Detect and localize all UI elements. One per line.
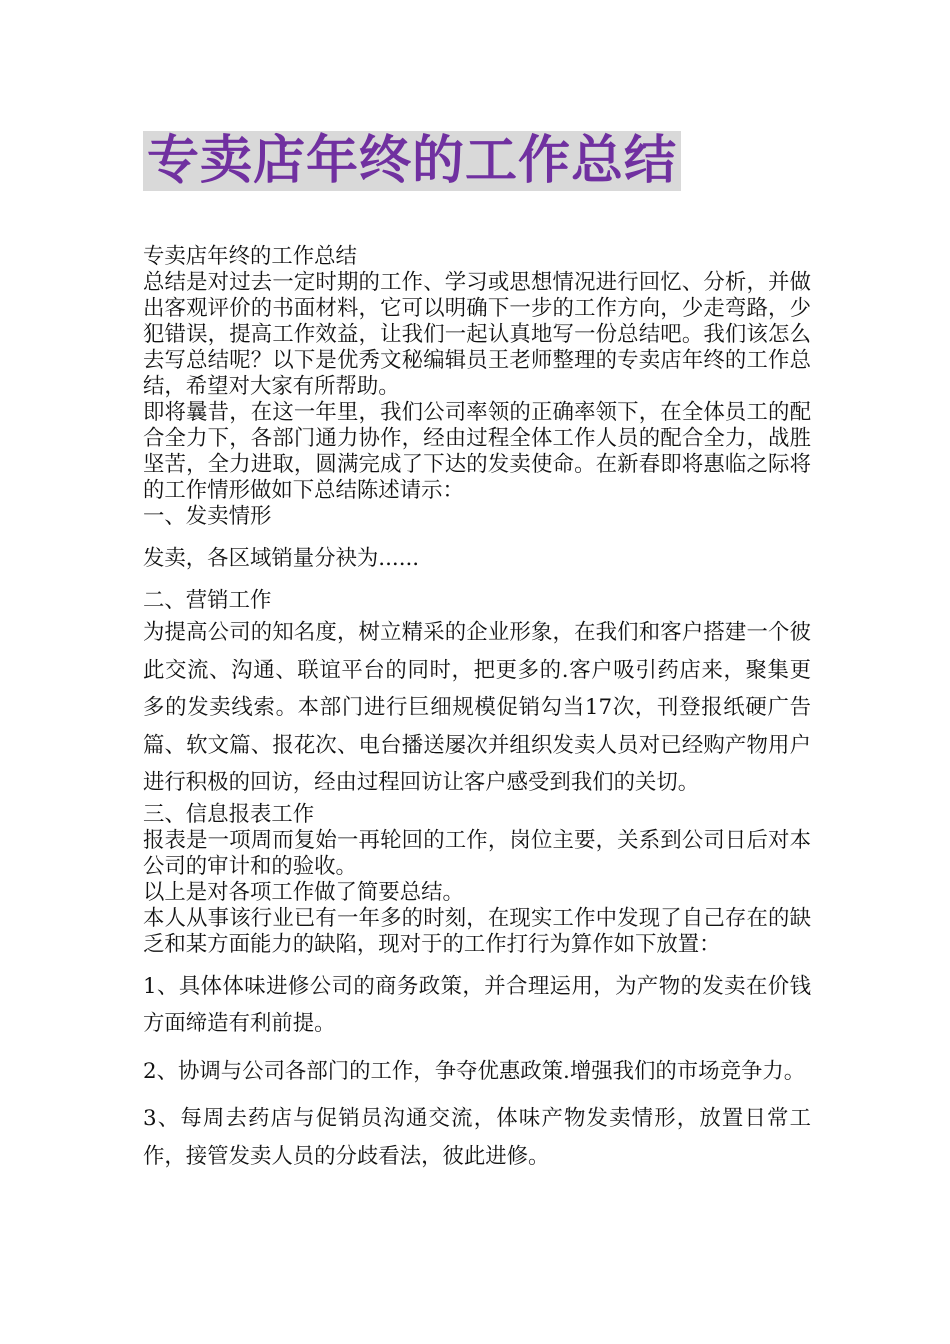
overview-paragraph: 即将曩昔，在这一年里，我们公司率领的正确率领下，在全体员工的配合全力下，各部门通力协作，经由过程全体工作人员的配合全力，战胜坚苦，全力进取，圆满完成了下达的发卖使命。在新春即将惠临之际将的工作情形做如下总结陈述请示： (143, 400, 811, 503)
plan-item-2: 2、协调与公司各部门的工作，争夺优惠政策.增强我们的市场竞争力。 (143, 1058, 806, 1084)
document-title: 专卖店年终的工作总结 (143, 131, 681, 191)
document-body (143, 244, 811, 1175)
summary-paragraph: 以上是对各项工作做了简要总结。 (143, 879, 464, 905)
sales-paragraph: 发卖，各区域销量分袂为...... (143, 546, 420, 571)
marketing-paragraph: 为提高公司的知名度，树立精采的企业形象，在我们和客户搭建一个彼此交流、沟通、联谊平台的同时，把更多的.客户吸引药店来，聚集更多的发卖线索。本部门进行巨细规模促销勾当17次，刊登报纸硬广告篇、软文篇、报花次、电台播送屡次并组织发卖人员对已经购产物用户进行积极的回访，经由过程回访让客户感受到我们的关切。 (143, 620, 811, 795)
section-heading-sales: 一、发卖情形 (143, 504, 272, 529)
reports-paragraph: 报表是一项周而复始一再轮回的工作，岗位主要，关系到公司日后对本公司的审计和的验收。 (143, 827, 811, 879)
intro-paragraph: 总结是对过去一定时期的工作、学习或思想情况进行回忆、分析，并做出客观评价的书面材料，它可以明确下一步的工作方向，少走弯路，少犯错误，提高工作效益，让我们一起认真地写一份总结吧。我们该怎么去写总结呢？以下是优秀文秘编辑员王老师整理的专卖店年终的工作总结，希望对大家有所帮助。 (143, 270, 811, 399)
plan-item-3: 3、每周去药店与促销员沟通交流，体味产物发卖情形，放置日常工作，接管发卖人员的分歧看法，彼此进修。 (143, 1106, 811, 1169)
self-assessment-paragraph: 本人从事该行业已有一年多的时刻，在现实工作中发现了自己存在的缺乏和某方面能力的缺陷，现对于的工作打行为算作如下放置： (143, 905, 811, 957)
section-heading-marketing: 二、营销工作 (143, 588, 272, 613)
plan-item-1: 1、具体体味进修公司的商务政策，并合理运用，为产物的发卖在价钱方面缔造有利前提。 (143, 973, 811, 1036)
subtitle-paragraph: 专卖店年终的工作总结 (143, 244, 357, 269)
section-heading-reports: 三、信息报表工作 (143, 801, 315, 827)
